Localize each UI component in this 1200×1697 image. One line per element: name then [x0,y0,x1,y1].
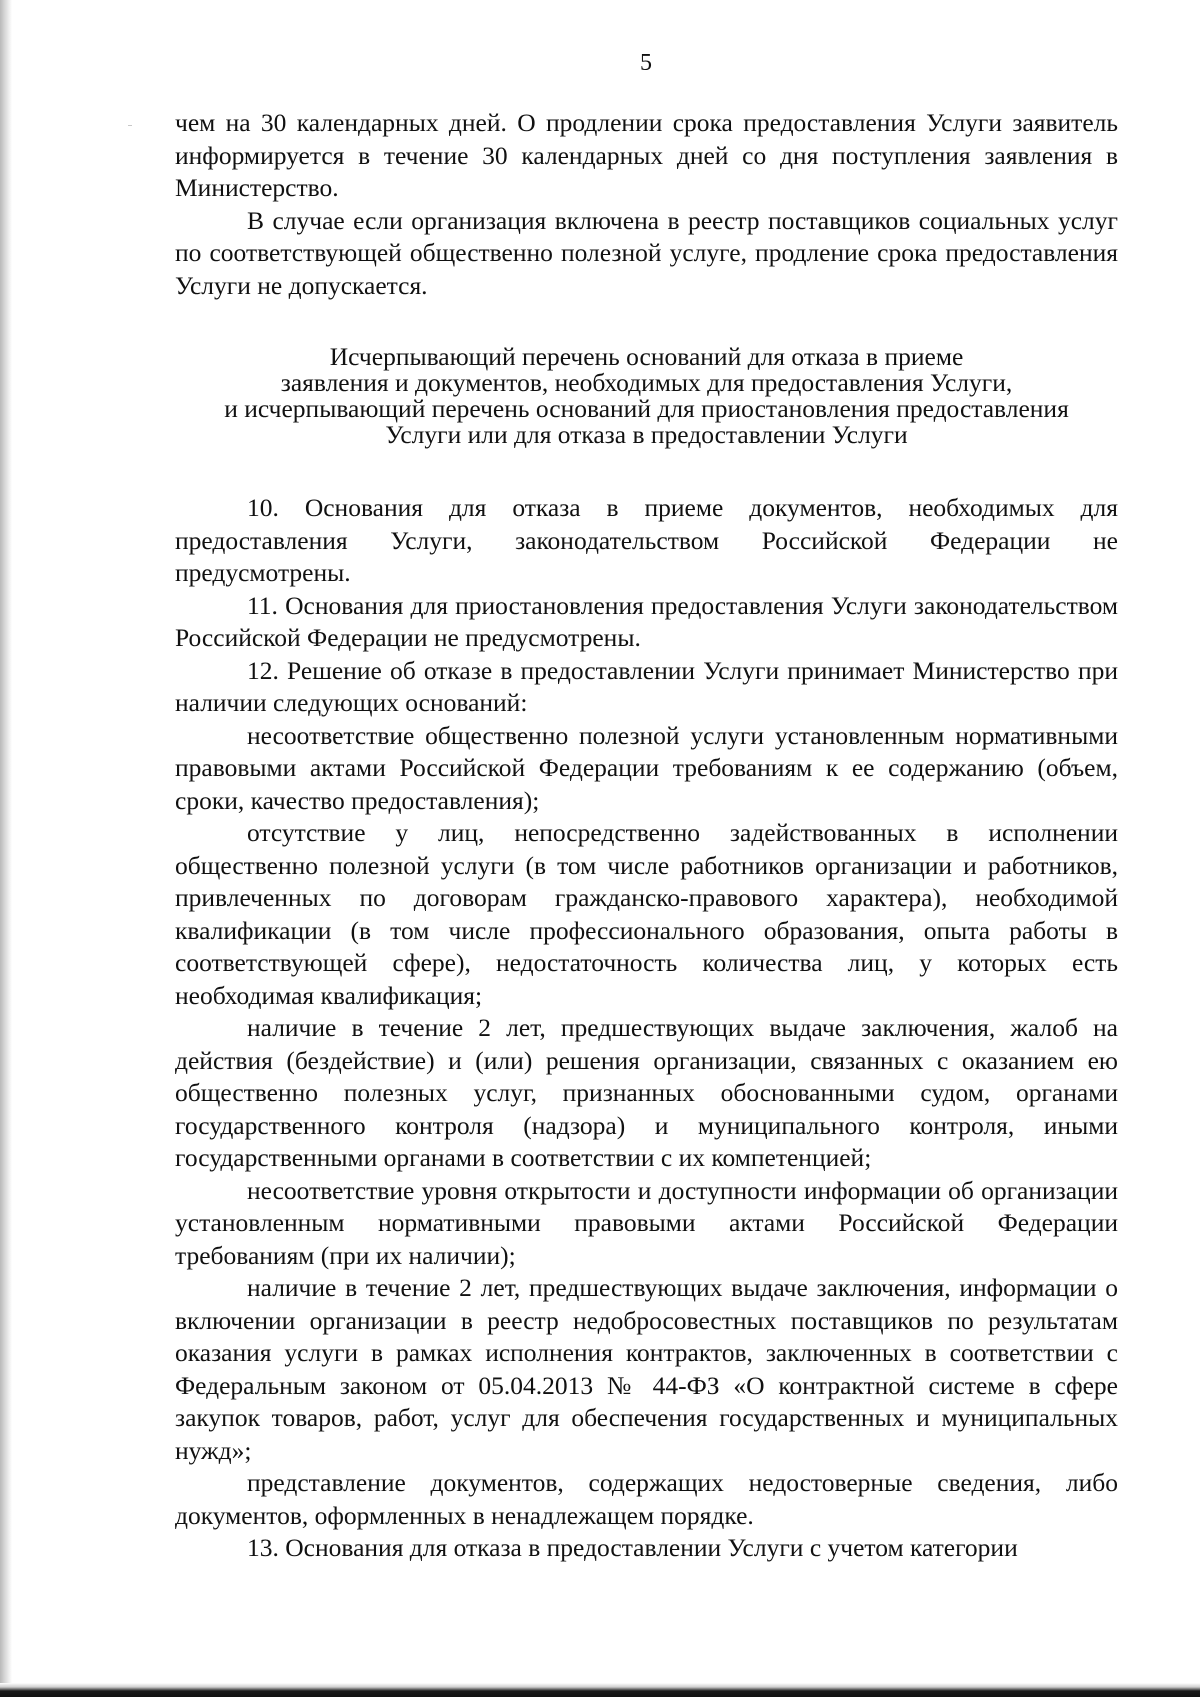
clause-13: 13. Основания для отказа в предоставлении Услуги с учетом категории [247,1533,1018,1562]
clause-12-ground: наличие в течение 2 лет, предшествующих выдаче заключения, информации о включении организации в реестр недобросовестных поставщиков по результатам оказания услуги в рамках исполнения контрактов, заключенных в соответствии с Федеральным законом от 05.04.2013 № 44-ФЗ «О контрактной системе в сфере закупок товаров, работ, услуг для обеспечения государственных и муниципальных нужд»; [175,1273,1118,1465]
heading-line: Исчерпывающий перечень оснований для отказа в приеме [329,342,964,371]
document-body [175,107,1118,1565]
clause-10: 10. Основания для отказа в приеме документов, необходимых для предоставления Услуги, законодательством Российской Федерации не предусмотрены. [175,493,1118,587]
clause-12-ground: отсутствие у лиц, непосредственно задействованных в исполнении общественно полезной услуги (в том числе работников организации и работников, привлеченных по договорам гражданско-правового характера), необходимой квалификации (в том числе профессионального образования, опыта работы в соответствующей сфере), недостаточность количества лиц, у которых есть необходимая квалификация; [175,818,1118,1010]
clause-12-ground: представление документов, содержащих недостоверные сведения, либо документов, оформленных в ненадлежащем порядке. [175,1468,1118,1530]
heading-line: Услуги или для отказа в предоставлении Услуги [385,420,908,449]
page-number: 5 [640,50,652,76]
clause-12-ground: несоответствие общественно полезной услуги установленным нормативными правовыми актами Российской Федерации требованиям к ее содержанию (объем, сроки, качество предоставления); [175,720,1118,815]
clause-12: 12. Решение об отказе в предоставлении Услуги принимает Министерство при наличии следующих оснований: [175,655,1118,717]
scan-speck [128,125,132,126]
clause-11: 11. Основания для приостановления предоставления Услуги законодательством Российской Федерации не предусмотрены. [175,590,1118,652]
paragraph-continuation: чем на 30 календарных дней. О продлении срока предоставления Услуги заявитель информируется в течение 30 календарных дней со дня поступления заявления в Министерство. [175,108,1118,202]
heading-line: и исчерпывающий перечень оснований для приостановления предоставления [224,394,1069,423]
paragraph-registry-note: В случае если организация включена в реестр поставщиков социальных услуг по соответствующей общественно полезной услуге, продление срока предоставления Услуги не допускается. [175,205,1118,300]
section-heading [175,344,1118,448]
clause-12-ground: наличие в течение 2 лет, предшествующих выдаче заключения, жалоб на действия (бездействие) и (или) решения организации, связанных с оказанием ею общественно полезных услуг, признанных обоснованными судом, органами государственного контроля (надзора) и муниципального контроля, иными государственными органами в соответствии с их компетенцией; [175,1013,1118,1172]
scan-shadow-left [0,0,12,1697]
heading-line: заявления и документов, необходимых для предоставления Услуги, [280,368,1013,397]
clause-12-ground: несоответствие уровня открытости и доступности информации об организации установленным нормативными правовыми актами Российской Федерации требованиям (при их наличии); [175,1175,1118,1270]
scan-shadow-bottom [0,1683,1200,1697]
